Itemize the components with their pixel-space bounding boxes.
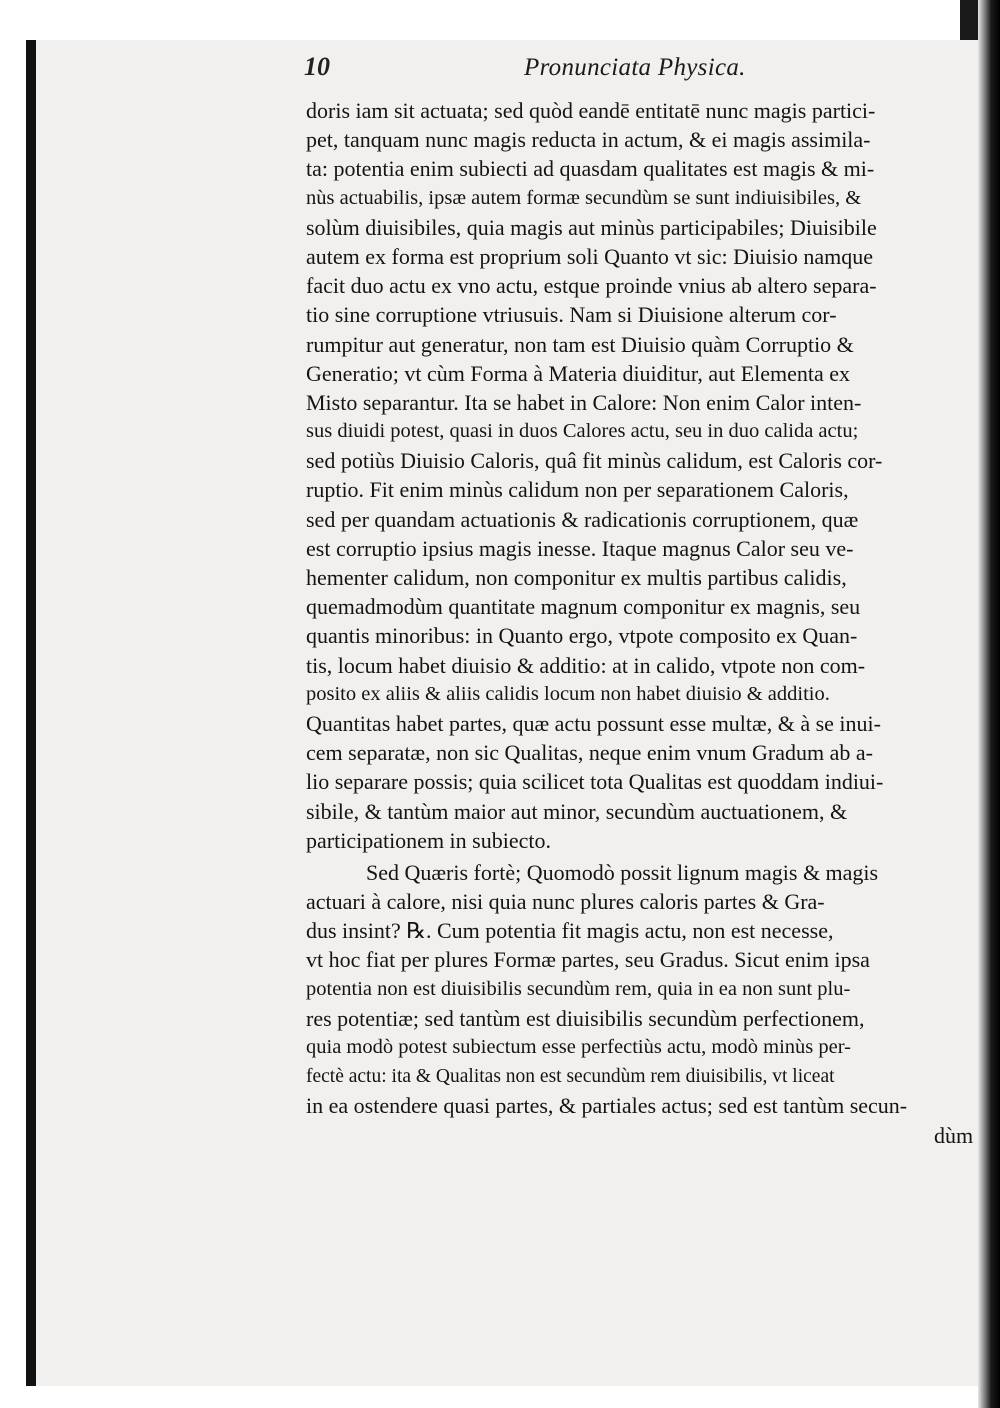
text-line: cem separatæ, non sic Qualitas, neque enim vnum Gradum ab a-	[306, 740, 873, 766]
text-line: autem ex forma est proprium soli Quanto vt sic: Diuisio namque	[306, 243, 874, 269]
text-line: actuari à calore, nisi quia nunc plures caloris partes & Gra-	[306, 889, 825, 915]
text-line: dus insint? ℞. Cum potentia fit magis actu, non est necesse,	[306, 918, 834, 944]
text-line: lio separare possis; quia scilicet tota Qualitas est quoddam indiui-	[306, 769, 884, 795]
text-line: participationem in subiecto.	[306, 827, 551, 853]
text-line: sed per quandam actuationis & radicationis corruptionem, quæ	[306, 506, 859, 532]
page-header	[302, 52, 982, 88]
text-line: quia modò potest subiectum esse perfectiùs actu, modò minùs per-	[306, 1036, 851, 1058]
text-line: tis, locum habet diuisio & additio: at in calido, vtpote non com-	[306, 652, 866, 678]
text-line: ruptio. Fit enim minùs calidum non per separationem Caloris,	[306, 477, 849, 503]
text-line: quantis minoribus: in Quanto ergo, vtpote composito ex Quan-	[306, 623, 858, 649]
text-line: sibile, & tantùm maior aut minor, secundùm auctuationem, &	[306, 798, 848, 824]
page-number: 10	[304, 52, 330, 81]
text-line: doris iam sit actuata; sed quòd eandē entitatē nunc magis partici-	[306, 98, 876, 123]
text-line: pet, tanquam nunc magis reducta in actum, & ei magis assimila-	[306, 127, 871, 153]
text-line: Misto separantur. Ita se habet in Calore: Non enim Calor inten-	[306, 389, 862, 415]
text-line: ta: potentia enim subiecti ad quasdam qualitates est magis & mi-	[306, 156, 875, 182]
text-line: quemadmodùm quantitate magnum componitur ex magnis, seu	[306, 594, 861, 620]
text-line: sus diuidi potest, quasi in duos Calores actu, seu in duo calida actu;	[306, 420, 859, 443]
text-line: potentia non est diuisibilis secundùm rem, quia in ea non sunt plu-	[306, 977, 851, 1000]
text-line: solùm diuisibiles, quia magis aut minùs participabiles; Diuisibile	[306, 214, 877, 240]
text-line: res potentiæ; sed tantùm est diuisibilis secundùm perfectionem,	[306, 1005, 865, 1031]
text-line: posito ex aliis & aliis calidis locum non habet diuisio & additio.	[306, 682, 830, 705]
running-head: Pronunciata Physica.	[524, 54, 746, 81]
text-line: Generatio; vt cùm Forma à Materia diuiditur, aut Elementa ex	[306, 360, 851, 386]
text-line: vt hoc fiat per plures Formæ partes, seu Gradus. Sicut enim ipsa	[306, 947, 870, 973]
text-line: nùs actuabilis, ipsæ autem formæ secundùm se sunt indiuisibiles, &	[306, 186, 862, 209]
text-line: est corruptio ipsius magis inesse. Itaque magnus Calor seu ve-	[306, 535, 854, 561]
body-text	[306, 96, 986, 1150]
text-line: facit duo actu ex vno actu, estque proinde vnius ab altero separa-	[306, 273, 877, 299]
text-line: hementer calidum, non componitur ex multis partibus calidis,	[306, 565, 847, 590]
text-line: sed potiùs Diuisio Caloris, quâ fit minùs calidum, est Caloris cor-	[306, 448, 883, 474]
text-line: fectè actu: ita & Qualitas non est secundùm rem diuisibilis, vt liceat	[306, 1066, 835, 1088]
text-line: tio sine corruptione vtriusuis. Nam si Diuisione alterum cor-	[306, 302, 837, 328]
text-line: in ea ostendere quasi partes, & partiales actus; sed est tantùm secun-	[306, 1093, 908, 1119]
text-line: rumpitur aut generatur, non tam est Diuisio quàm Corruptio &	[306, 331, 854, 357]
text-line: Quantitas habet partes, quæ actu possunt esse multæ, & à se inui-	[306, 710, 881, 736]
catchword: dùm	[934, 1122, 974, 1148]
text-line: Sed Quæris fortè; Quomodò possit lignum magis & magis	[366, 859, 879, 885]
